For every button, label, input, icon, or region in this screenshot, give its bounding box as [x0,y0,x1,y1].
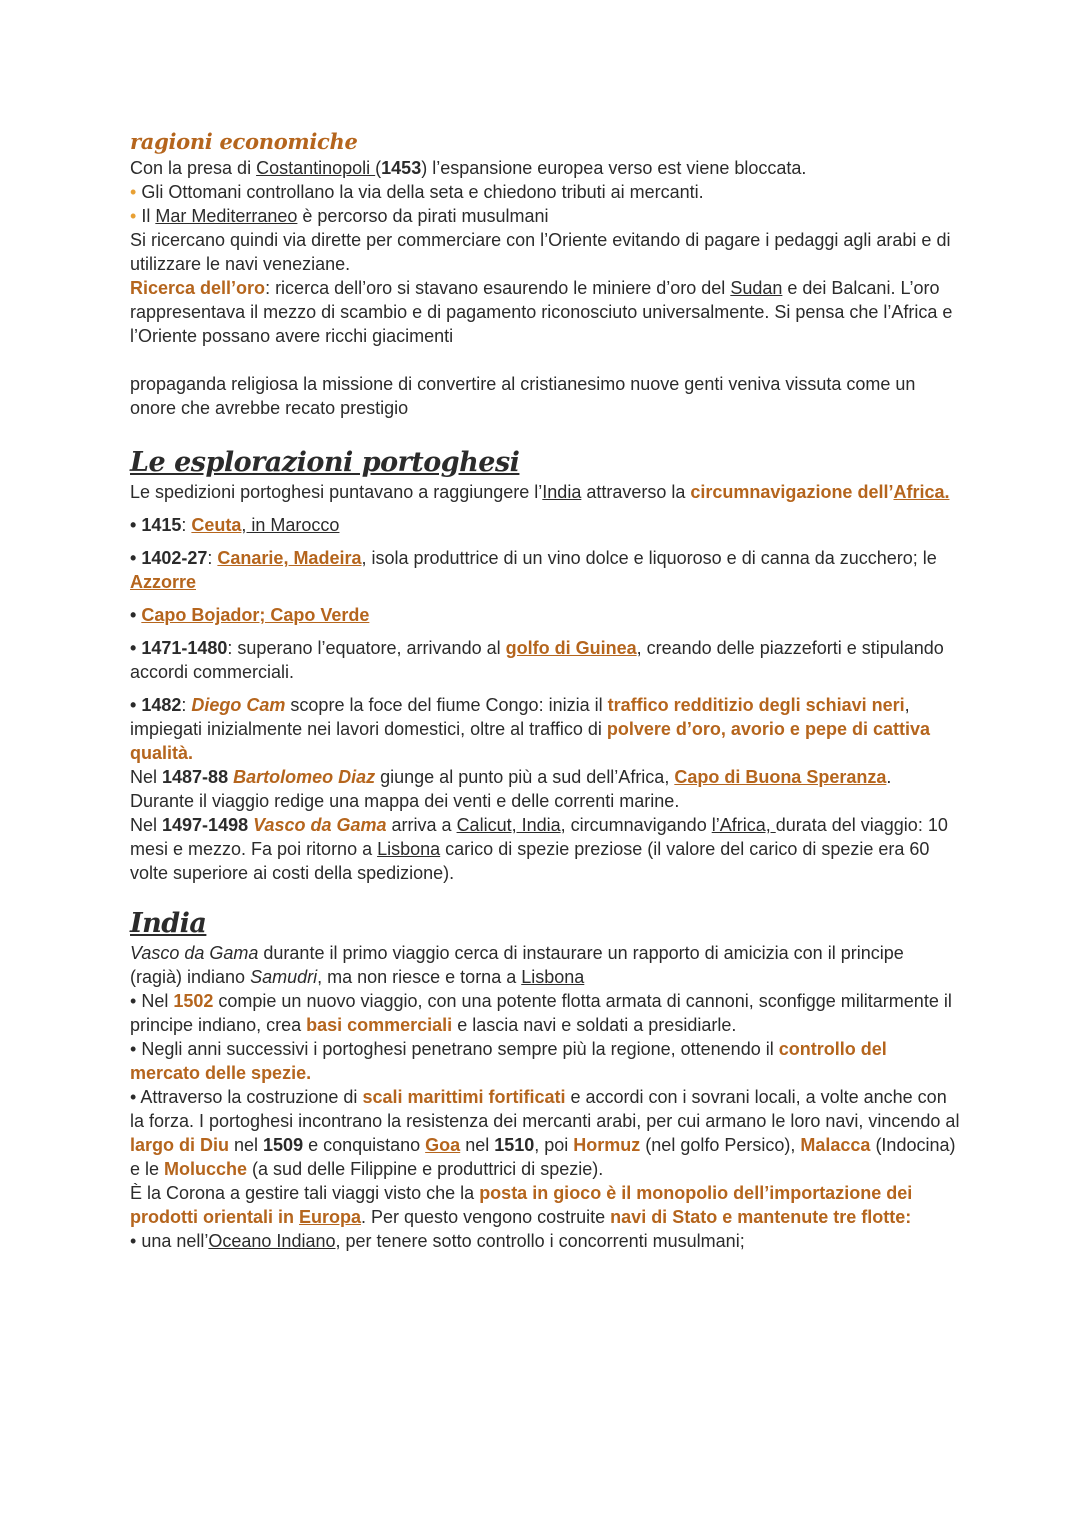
bullet-icon: • [130,182,137,202]
paragraph-mappa-venti: Durante il viaggio redige una mappa dei venti e delle correnti marine. [130,791,680,811]
bullet-mediterraneo: • Il Mar Mediterraneo è percorso da pirati musulmani [130,206,549,226]
bullet-icon: • [130,1231,137,1251]
paragraph-corona: È la Corona a gestire tali viaggi visto che la posta in gioco è il monopolio dell’importazione dei prodotti orientali in Europa. Per questo vengono costruite navi di Stato e mantenute tre flotte: [130,1183,913,1227]
bullet-oceano-indiano: • una nell’Oceano Indiano, per tenere sotto controllo i concorrenti musulmani; [130,1231,745,1251]
paragraph-diaz: Nel 1487-88 Bartolomeo Diaz giunge al punto più a sud dell’Africa, Capo di Buona Speranza. [130,767,892,787]
paragraph-costantinopoli: Con la presa di Costantinopoli (1453) l’espansione europea verso est viene bloccata. [130,158,807,178]
list-item-1415: • 1415: Ceuta, in Marocco [130,515,340,535]
bullet-scali: • Attraverso la costruzione di scali marittimi fortificati e accordi con i sovrani locali, a volte anche con la forza. I portoghesi incontrano la resistenza dei mercanti arabi, per cui armano le loro navi, vincendo al largo di Diu nel 1509 e conquistano Goa nel 1510, poi Hormuz (nel golfo Persico), Malacca (Indocina) e le Molucche (a sud delle Filippine e produttrici di spezie). [130,1087,960,1179]
bullet-icon: • [130,1039,137,1059]
list-item-1471: • 1471-1480: superano l’equatore, arrivando al golfo di Guinea, creando delle piazzeforti e stipulando accordi commerciali. [130,638,944,682]
paragraph-propaganda: propaganda religiosa la missione di convertire al cristianesimo nuove genti veniva vissuta come un onore che avrebbe recato prestigio [130,374,916,418]
heading-india: India [130,908,207,939]
list-item-1402: • 1402-27: Canarie, Madeira, isola produttrice di un vino dolce e liquoroso e di canna da zucchero; le Azzorre [130,548,937,592]
paragraph-primo-viaggio: Vasco da Gama durante il primo viaggio cerca di instaurare un rapporto di amicizia con il principe (ragià) indiano Samudri, ma non riesce e torna a Lisbona [130,943,904,987]
bullet-anni-successivi: • Negli anni successivi i portoghesi penetrano sempre più la regione, ottenendo il controllo del mercato delle spezie. [130,1039,887,1083]
bullet-icon: • [130,991,137,1011]
heading-esplorazioni-portoghesi: Le esplorazioni portoghesi [130,447,520,478]
list-item-capo: • Capo Bojador; Capo Verde [130,605,370,625]
bullet-1502: • Nel 1502 compie un nuovo viaggio, con una potente flotta armata di cannoni, sconfigge militarmente il principe indiano, crea basi commerciali e lascia navi e soldati a presidiarle. [130,991,952,1035]
bullet-icon: • [130,206,137,226]
heading-ragioni-economiche: ragioni economiche [130,129,358,154]
paragraph-ricerca-oro: Ricerca dell’oro: ricerca dell’oro si stavano esaurendo le miniere d’oro del Sudan e dei Balcani. L’oro rappresentava il mezzo di scambio e di pagamento riconosciuto universalmente. Si pensa che l’Africa e l’Oriente possano avere ricchi giacimenti [130,278,953,346]
paragraph-spedizioni: Le spedizioni portoghesi puntavano a raggiungere l’India attraverso la circumnavigazione dell’Africa. [130,482,950,502]
bullet-icon: • [130,1087,137,1107]
paragraph-vie-dirette: Si ricercano quindi via dirette per commerciare con l’Oriente evitando di pagare i pedaggi agli arabi e di utilizzare le navi veneziane. [130,230,951,274]
list-item-1482: • 1482: Diego Cam scopre la foce del fiume Congo: inizia il traffico redditizio degli schiavi neri, impiegati inizialmente nei lavori domestici, oltre al traffico di polvere d’oro, avorio e pepe di cattiva qualità. [130,695,930,763]
bullet-ottomani: • Gli Ottomani controllano la via della seta e chiedono tributi ai mercanti. [130,182,704,202]
document-page [130,128,960,1253]
paragraph-vasco: Nel 1497-1498 Vasco da Gama arriva a Calicut, India, circumnavigando l’Africa, durata del viaggio: 10 mesi e mezzo. Fa poi ritorno a Lisbona carico di spezie preziose (il valore del carico di spezie era 60 volte superiore ai costi della spedizione). [130,815,948,883]
